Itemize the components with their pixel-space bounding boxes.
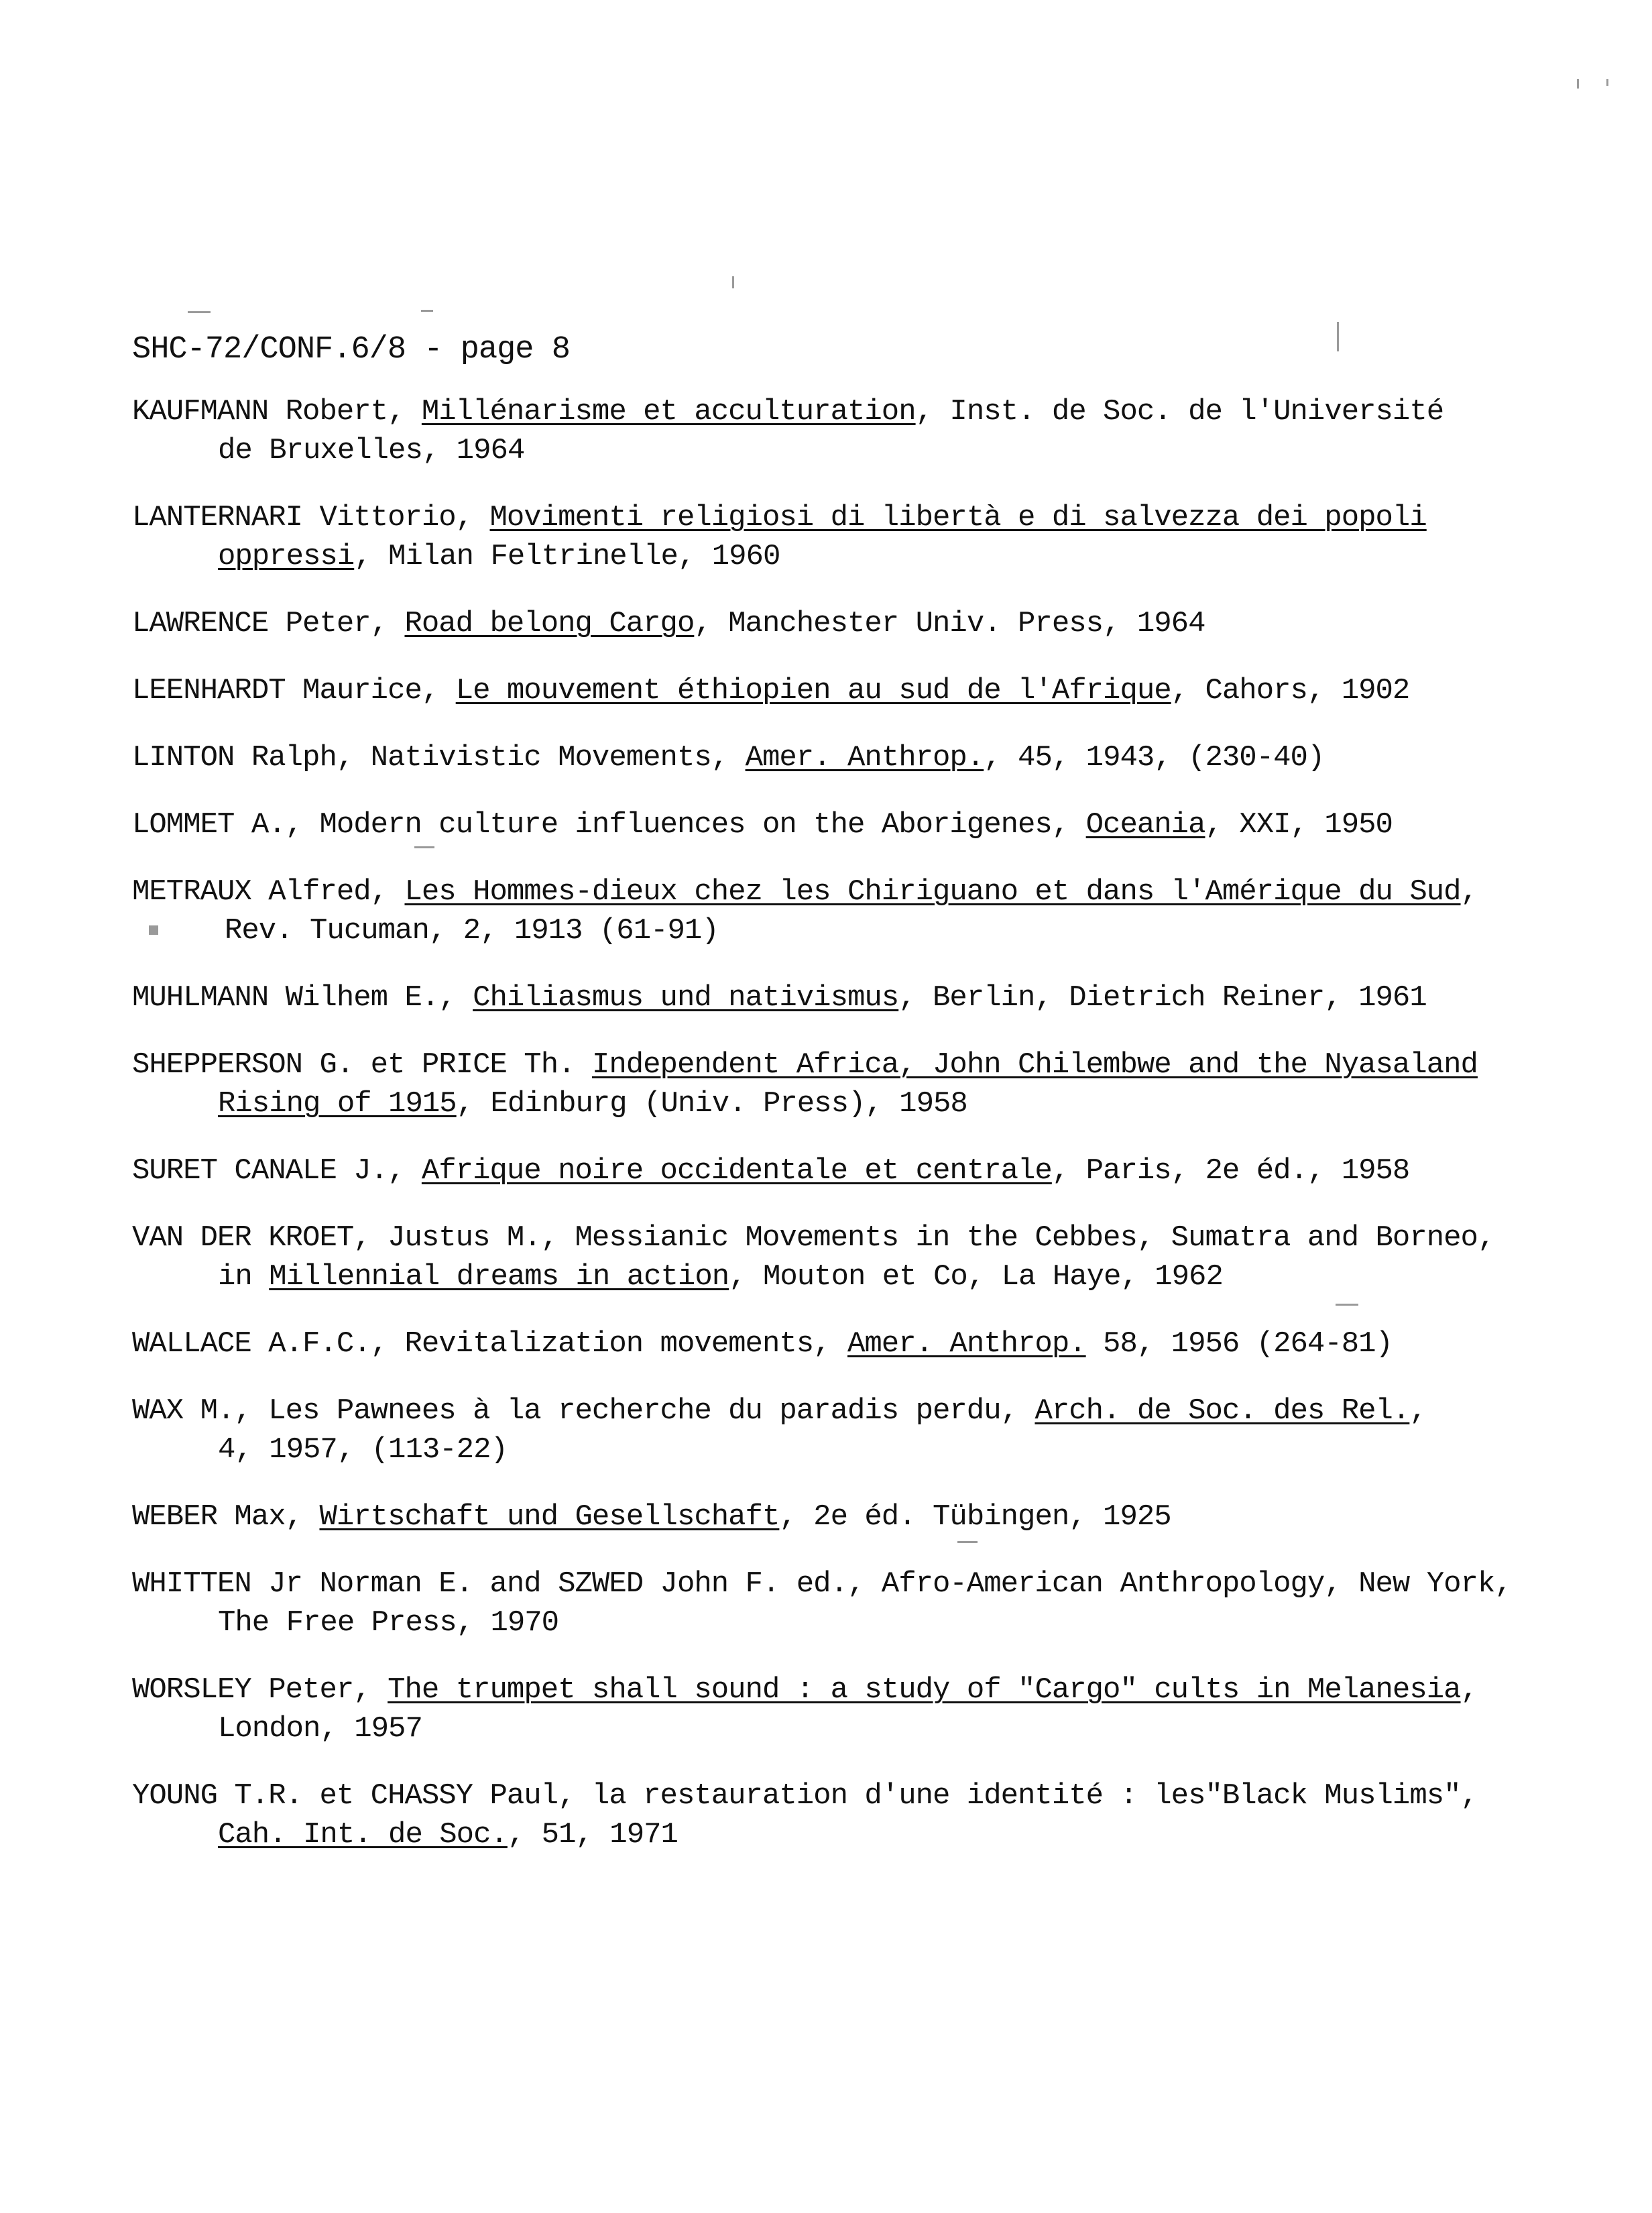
entry-details: , Edinburg (Univ. Press), 1958 xyxy=(456,1087,967,1121)
bibliography-entry xyxy=(132,1392,1594,1469)
entry-author: WAX M., Les Pawnees à la recherche du paradis perdu, xyxy=(132,1394,1035,1428)
entry-author: LOMMET A., Modern culture influences on the Aborigenes, xyxy=(132,808,1086,842)
entry-title: Millennial dreams in action xyxy=(269,1260,729,1294)
bibliography-entry xyxy=(132,1565,1594,1642)
page-header: SHC-72/CONF.6/8 - page 8 xyxy=(132,332,570,367)
entry-author: LANTERNARI Vittorio, xyxy=(132,501,490,534)
bibliography-entry xyxy=(132,1218,1594,1296)
entry-details: , Milan Feltrinelle, 1960 xyxy=(354,540,780,573)
entry-details: , Inst. de Soc. de l'Université xyxy=(915,395,1444,429)
bibliography-entry xyxy=(132,1776,1594,1854)
bibliography-entry xyxy=(132,1151,1594,1190)
bibliography-entry xyxy=(132,978,1594,1017)
scan-speck xyxy=(732,276,734,288)
entry-continuation xyxy=(132,1815,1594,1854)
entry-continuation: 4, 1957, (113-22) xyxy=(218,1433,508,1467)
entry-author: SHEPPERSON G. et PRICE Th. xyxy=(132,1048,592,1082)
entry-author: YOUNG T.R. et CHASSY Paul, la restauration d'une identité : les"Black Muslims", xyxy=(132,1779,1478,1813)
entry-details: , Cahors, 1902 xyxy=(1171,674,1410,707)
entry-author: METRAUX Alfred, xyxy=(132,875,405,909)
entry-prefix: in xyxy=(218,1260,270,1294)
entry-title: Road belong Cargo xyxy=(404,607,695,640)
entry-title: Amer. Anthrop. xyxy=(745,741,984,775)
entry-details: , 2e éd. Tübingen, 1925 xyxy=(779,1500,1171,1534)
entry-author: WALLACE A.F.C., Revitalization movements, xyxy=(132,1327,847,1361)
scan-speck xyxy=(1577,79,1579,89)
entry-title-continued: oppressi xyxy=(218,540,355,573)
entry-title: Arch. de Soc. des Rel. xyxy=(1035,1394,1410,1428)
entry-author: LAWRENCE Peter, xyxy=(132,607,405,640)
bibliography-list xyxy=(132,392,1594,1882)
bibliography-entry xyxy=(132,738,1594,777)
entry-title: Millénarisme et acculturation xyxy=(421,395,916,429)
entry-details: , Mouton et Co, La Haye, 1962 xyxy=(729,1260,1223,1294)
entry-details: , xyxy=(1409,1394,1427,1428)
scan-speck xyxy=(1606,79,1608,86)
bibliography-entry xyxy=(132,1670,1594,1748)
entry-title: Cah. Int. de Soc. xyxy=(218,1818,508,1852)
bibliography-entry xyxy=(132,872,1594,950)
entry-details: , Manchester Univ. Press, 1964 xyxy=(694,607,1205,640)
entry-title: The trumpet shall sound : a study of "Cargo" cults in Melanesia xyxy=(388,1673,1461,1707)
entry-author: WHITTEN Jr Norman E. and SZWED John F. ed., Afro-American Anthropology, New York, xyxy=(132,1567,1512,1601)
entry-author: KAUFMANN Robert, xyxy=(132,395,422,429)
entry-continuation xyxy=(132,1084,1594,1123)
entry-author: WORSLEY Peter, xyxy=(132,1673,388,1707)
entry-details: , Paris, 2e éd., 1958 xyxy=(1051,1154,1410,1188)
entry-author: LINTON Ralph, Nativistic Movements, xyxy=(132,741,746,775)
entry-details: , XXI, 1950 xyxy=(1205,808,1393,842)
entry-title: Amer. Anthrop. xyxy=(847,1327,1086,1361)
entry-title: Movimenti religiosi di libertà e di salvezza dei popoli xyxy=(489,501,1427,534)
entry-continuation: de Bruxelles, 1964 xyxy=(218,434,525,467)
entry-author: VAN DER KROET, Justus M., Messianic Movements in the Cebbes, Sumatra and Borneo, xyxy=(132,1221,1495,1255)
bibliography-entry xyxy=(132,604,1594,643)
bibliography-entry xyxy=(132,498,1594,576)
entry-continuation: The Free Press, 1970 xyxy=(218,1606,559,1640)
entry-details: , 45, 1943, (230-40) xyxy=(984,741,1325,775)
entry-details: , 51, 1971 xyxy=(507,1818,678,1852)
bibliography-entry xyxy=(132,392,1594,470)
bibliography-entry xyxy=(132,671,1594,710)
entry-title: Wirtschaft und Gesellschaft xyxy=(319,1500,780,1534)
bibliography-entry xyxy=(132,1045,1594,1123)
entry-author: LEENHARDT Maurice, xyxy=(132,674,456,707)
bibliography-entry xyxy=(132,1497,1594,1536)
scan-speck xyxy=(188,311,211,313)
entry-title: Oceania xyxy=(1085,808,1205,842)
entry-title: Les Hommes-dieux chez les Chiriguano et dans l'Amérique du Sud xyxy=(404,875,1461,909)
entry-details: , xyxy=(1460,1673,1478,1707)
entry-title: Le mouvement éthiopien au sud de l'Afrique xyxy=(455,674,1171,707)
scan-speck xyxy=(421,310,433,312)
entry-continuation xyxy=(132,1257,1594,1296)
entry-continuation: London, 1957 xyxy=(218,1712,422,1746)
entry-title-continued: Rising of 1915 xyxy=(218,1087,457,1121)
entry-details: 58, 1956 (264-81) xyxy=(1085,1327,1393,1361)
bibliography-entry xyxy=(132,1324,1594,1363)
entry-continuation: Rev. Tucuman, 2, 1913 (61-91) xyxy=(225,914,719,948)
entry-title: Chiliasmus und nativismus xyxy=(473,981,899,1015)
entry-details: , Berlin, Dietrich Reiner, 1961 xyxy=(898,981,1427,1015)
entry-details: , xyxy=(1460,875,1478,909)
bibliography-entry xyxy=(132,805,1594,844)
entry-author: MUHLMANN Wilhem E., xyxy=(132,981,473,1015)
entry-author: SURET CANALE J., xyxy=(132,1154,422,1188)
entry-continuation xyxy=(132,537,1594,576)
entry-title: Afrique noire occidentale et centrale xyxy=(421,1154,1052,1188)
entry-title: Independent Africa, John Chilembwe and the Nyasaland xyxy=(591,1048,1478,1082)
scan-speck xyxy=(1337,322,1339,351)
entry-author: WEBER Max, xyxy=(132,1500,320,1534)
